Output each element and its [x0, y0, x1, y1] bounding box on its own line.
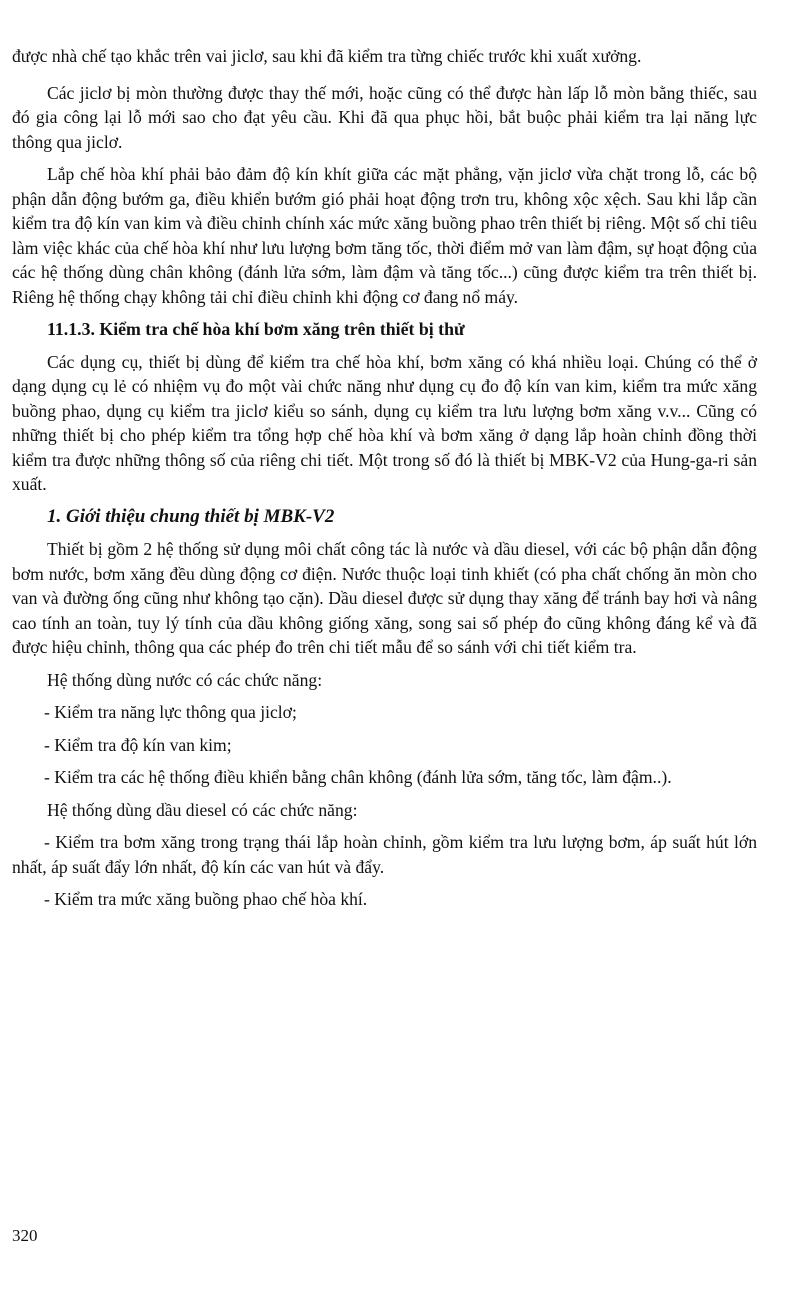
section-heading-11-1-3: 11.1.3. Kiểm tra chế hòa khí bơm xăng trên thiết bị thử: [47, 319, 465, 339]
list-item-float-level: - Kiểm tra mức xăng buồng phao chế hòa khí.: [44, 889, 368, 909]
list-item-jiclo-capacity: - Kiểm tra năng lực thông qua jiclơ;: [44, 702, 297, 722]
paragraph-test-tools: Các dụng cụ, thiết bị dùng để kiểm tra chế hòa khí, bơm xăng có khá nhiều loại. Chúng có thể ở dạng dụng cụ lẻ có nhiệm vụ đo một vài chức năng như dụng cụ đo độ kín van kim, kiểm tra mức xăng buồng phao, dụng cụ kiểm tra jiclơ kiểu so sánh, dụng cụ kiểm tra lưu lượng bơm xăng v.v... Cũng có những thiết bị cho phép kiểm tra tổng hợp chế hòa khí và bơm xăng ở dạng lắp hoàn chỉnh đồng thời kiểm tra được những thông số của riêng chi tiết. Một trong số đó là thiết bị MBK-V2 của Hung-ga-ri sản xuất.: [12, 351, 757, 494]
sub-heading-mbk-v2: 1. Giới thiệu chung thiết bị MBK-V2: [47, 505, 335, 527]
paragraph-diesel-system: Hệ thống dùng dầu diesel có các chức năng:: [47, 799, 358, 820]
document-page: [12, 44, 757, 920]
list-item-needle-valve: - Kiểm tra độ kín van kim;: [44, 734, 232, 755]
page-number: 320: [12, 1226, 38, 1245]
paragraph-jiclo-replacement: Các jiclơ bị mòn thường được thay thế mới, hoặc cũng có thể được hàn lấp lỗ mòn bằng thiếc, sau đó gia công lại lỗ mới sao cho đạt yêu cầu. Khi đã qua phục hồi, bắt buộc phải kiểm tra lại năng lực thông qua jiclơ.: [12, 82, 757, 152]
paragraph-assembly: Lắp chế hòa khí phải bảo đảm độ kín khít giữa các mặt phẳng, vặn jiclơ vừa chặt trong lỗ, các bộ phận dẫn động bướm ga, điều khiển bướm gió phải hoạt động trơn tru, không xộc xệch. Sau khi lắp cần kiểm tra độ kín van kim và điều chỉnh chính xác mức xăng buồng phao trên thiết bị riêng. Một số chỉ tiêu làm việc khác của chế hòa khí như lưu lượng bơm tăng tốc, thời điểm mở van làm đậm, sự hoạt động của các hệ thống dùng chân không (đánh lửa sớm, làm đậm và tăng tốc...) cũng được kiểm tra trên thiết bị. Riêng hệ thống chạy không tải chỉ điều chỉnh khi động cơ đang nổ máy.: [12, 164, 757, 307]
list-item-fuel-pump: - Kiểm tra bơm xăng trong trạng thái lắp hoàn chỉnh, gồm kiểm tra lưu lượng bơm, áp suất hút lớn nhất, áp suất đẩy lớn nhất, độ kín các van hút và đẩy.: [12, 832, 757, 877]
list-item-vacuum-systems: - Kiểm tra các hệ thống điều khiển bằng chân không (đánh lửa sớm, tăng tốc, làm đậm..).: [44, 767, 672, 787]
paragraph-water-system: Hệ thống dùng nước có các chức năng:: [47, 669, 323, 690]
paragraph-continuation: được nhà chế tạo khắc trên vai jiclơ, sau khi đã kiểm tra từng chiếc trước khi xuất xưởng.: [12, 46, 642, 66]
paragraph-device-description: Thiết bị gồm 2 hệ thống sử dụng môi chất công tác là nước và dầu diesel, với các bộ phận dẫn động bơm nước, bơm xăng đều dùng động cơ điện. Nước thuộc loại tinh khiết (có pha chất chống ăn mòn cho van và đường ống cũng như không tạo cặn). Dầu diesel được sử dụng thay xăng để tránh bay hơi và nâng cao tính an toàn, tuy lý tính của dầu không giống xăng, song sai số phép đo cũng không đáng kể và đã được hiệu chỉnh, thông qua các phép đo trên chi tiết mẫu để so sánh với chi tiết kiểm tra.: [12, 539, 757, 657]
